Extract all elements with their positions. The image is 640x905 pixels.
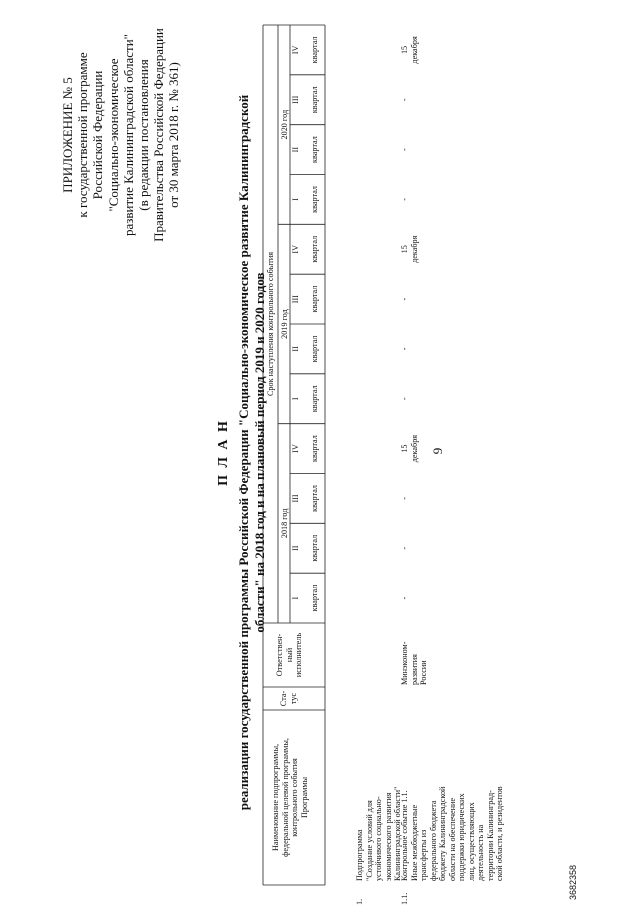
row-name-text: [355, 710, 403, 881]
header-name-col-line: Наименование подпрограммы,: [271, 743, 280, 852]
footer-code: 3682358: [568, 864, 578, 900]
row-deadline-value: [400, 374, 426, 424]
header-quarter-word-line: квартал: [310, 335, 319, 363]
header-quarter-word: [310, 474, 322, 524]
header-quarter-word-text: [310, 573, 320, 623]
header-name-col-line: Программы: [299, 776, 309, 819]
header-quarter-word: [310, 75, 322, 125]
header-quarter-word-line: квартал: [310, 385, 319, 413]
appendix-line: к государственной программе: [75, 52, 91, 218]
header-quarter-num-line: IV: [291, 444, 300, 453]
row-number-line: 1.1.: [400, 892, 409, 905]
appendix-line: (в редакции постановления: [136, 59, 152, 211]
row-deadline-value: [400, 75, 426, 125]
row-responsible-line: России: [419, 660, 428, 685]
row-deadline-value: [400, 573, 426, 623]
header-name-col-line: контрольного события: [290, 758, 299, 837]
header-quarter-num: [291, 175, 299, 225]
header-quarter-num-text: [291, 523, 301, 573]
header-quarter-num-line: II: [291, 545, 300, 551]
header-quarter-word: [310, 374, 322, 424]
row-deadline-value-line: -: [400, 148, 409, 151]
appendix-line: "Социально-экономическое: [105, 58, 121, 212]
header-responsible-col-text: [275, 623, 304, 687]
row-deadline-value-line: -: [400, 98, 409, 102]
row-deadline-value: [400, 25, 426, 75]
header-quarter-num-line: III: [291, 95, 300, 104]
header-quarter-word-text: [310, 324, 320, 374]
row-name-line: области на обеспечение: [447, 797, 457, 881]
header-quarter-num-text: [291, 175, 301, 225]
header-quarter-word-line: квартал: [310, 186, 319, 213]
header-quarter-num: [291, 424, 299, 474]
plan-title: П Л А Н: [216, 419, 231, 486]
header-quarter-word-line: квартал: [310, 285, 319, 313]
row-deadline-value-text: [400, 125, 410, 175]
header-quarter-word-line: квартал: [310, 485, 319, 512]
header-quarter-num-text: [291, 374, 301, 424]
row-deadline-value-line: -: [400, 497, 409, 500]
header-status-col: [279, 687, 309, 710]
row-responsible-line: Минэконом-: [400, 641, 409, 685]
row-deadline-value-text: [400, 274, 410, 324]
row-deadline-value-text: [400, 324, 410, 374]
header-year-line: 2020 год: [279, 109, 289, 140]
header-deadline-group: [266, 25, 278, 623]
header-quarter-word-text: [310, 374, 320, 424]
row-deadline-value-line: -: [400, 397, 409, 401]
row-deadline-value-text: [400, 474, 410, 524]
row-deadline-value-line: -: [400, 596, 409, 600]
row-deadline-value-text: [400, 374, 410, 424]
header-quarter-word: [310, 25, 322, 75]
row-deadline-value-text: [400, 175, 410, 225]
row-number-text: [355, 883, 365, 905]
header-quarter-num-line: II: [291, 146, 300, 153]
row-deadline-value: [400, 424, 426, 474]
header-name-col-line: федеральной целевой программы,: [280, 738, 290, 857]
header-quarter-word-line: квартал: [310, 584, 319, 612]
header-quarter-word-text: [310, 125, 320, 175]
row-deadline-value: [400, 175, 426, 225]
header-quarter-num-line: II: [291, 346, 300, 352]
row-deadline-value: [400, 523, 426, 573]
header-year-line: 2019 год: [279, 309, 289, 339]
header-quarter-num-text: [291, 424, 301, 474]
header-quarter-num-text: [291, 75, 301, 125]
row-name-line: поддержки юридических: [457, 793, 466, 881]
appendix-line: от 30 марта 2018 г. № 361): [166, 62, 182, 208]
subtitle-line: области" на 2018 год и на плановый период 2019 и 2020 годов: [252, 272, 267, 633]
header-deadline-group-text: [266, 25, 276, 623]
header-year: [280, 224, 291, 423]
header-quarter-word-text: [310, 274, 320, 324]
header-quarter-word: [310, 175, 322, 225]
row-name-line: бюджету Калининградской: [438, 786, 447, 881]
header-quarter-num: [291, 224, 299, 274]
header-quarter-word: [310, 324, 322, 374]
row-responsible-line: развития: [409, 654, 419, 685]
row-deadline-value: [400, 125, 426, 175]
row-deadline-value: [400, 474, 426, 524]
header-quarter-num: [291, 324, 299, 374]
header-quarter-word-line: квартал: [310, 136, 319, 163]
header-quarter-num-line: IV: [291, 244, 300, 254]
appendix-line: Российской Федерации: [90, 70, 106, 200]
row-deadline-value-text: [400, 424, 419, 474]
row-deadline-value-line: декабря: [409, 36, 419, 64]
row-deadline-value-text: [400, 523, 410, 573]
row-number-line: 1.: [355, 898, 364, 905]
header-quarter-word: [310, 573, 322, 623]
header-quarter-num-text: [291, 25, 301, 75]
row-name-line: "Создание условий для: [364, 800, 374, 881]
row-name-line: экономического развития: [383, 792, 393, 881]
header-quarter-num: [291, 474, 299, 524]
header-responsible-col: [275, 623, 315, 687]
header-year-text: [280, 224, 290, 423]
header-quarter-num-text: [291, 224, 301, 274]
header-quarter-word-line: квартал: [310, 435, 319, 462]
appendix-line: Правительства Российской Федерации: [151, 28, 167, 242]
header-quarter-num: [291, 573, 299, 623]
row-deadline-value-line: -: [400, 546, 409, 550]
header-year-text: [280, 25, 290, 224]
header-quarter-word-text: [310, 523, 320, 573]
header-responsible-col-line: Ответствен-: [275, 633, 284, 677]
row-deadline-value-line: -: [400, 297, 409, 301]
table-cells: [266, 25, 520, 905]
header-quarter-num-text: [291, 324, 301, 374]
header-quarter-num: [291, 523, 299, 573]
page-number: 9: [430, 447, 445, 455]
header-year: [280, 424, 291, 623]
row-deadline-value-line: декабря: [409, 235, 419, 263]
header-year: [280, 25, 291, 224]
header-quarter-word-text: [310, 474, 320, 524]
row-number-text: [400, 883, 410, 905]
row-name-line: ской области, и резидентов: [495, 786, 504, 881]
row-deadline-value-line: 15: [400, 245, 409, 254]
appendix-line: развитие Калининградской области": [120, 34, 136, 236]
header-quarter-word: [310, 424, 322, 474]
header-quarter-word: [310, 224, 322, 274]
header-name-col-text: [271, 710, 309, 885]
row-number: [400, 883, 412, 905]
header-quarter-word: [310, 274, 322, 324]
row-deadline-value-line: 15: [400, 444, 409, 453]
row-deadline-value: [400, 274, 426, 324]
header-quarter-word-line: квартал: [310, 36, 319, 64]
header-status-col-line: тус: [288, 692, 298, 705]
row-deadline-value-line: декабря: [409, 434, 419, 463]
header-quarter-word-line: квартал: [310, 86, 319, 114]
header-quarter-num-line: I: [291, 397, 300, 401]
header-quarter-num-text: [291, 573, 301, 623]
header-quarter-num: [291, 25, 299, 75]
row-responsible-text: [400, 623, 429, 685]
row-deadline-value: [400, 324, 426, 374]
row-number: [355, 883, 367, 905]
header-year-text: [280, 424, 290, 623]
row-name-line: федерального бюджета: [428, 800, 438, 881]
header-quarter-word: [310, 125, 322, 175]
header-quarter-word-text: [310, 75, 320, 125]
row-name-line: Контрольное событие 1.1.: [400, 790, 409, 881]
header-quarter-num-text: [291, 125, 301, 175]
header-responsible-col-line: исполнитель: [294, 632, 303, 678]
row-name-line: трансферты из: [419, 829, 428, 881]
header-status-col-line: Ста-: [279, 690, 288, 707]
header-quarter-word-text: [310, 424, 320, 474]
row-name-line: лиц, осуществляющих: [466, 802, 476, 881]
row-deadline-value-text: [400, 224, 419, 274]
row-deadline-value-text: [400, 75, 410, 125]
header-quarter-word-line: квартал: [310, 235, 319, 263]
header-quarter-word-text: [310, 25, 320, 75]
row-deadline-value-text: [400, 25, 419, 75]
header-quarter-word-text: [310, 175, 320, 225]
header-quarter-word-line: квартал: [310, 534, 319, 562]
row-name-line: устойчивого социально-: [374, 796, 383, 881]
appendix-line: ПРИЛОЖЕНИЕ № 5: [60, 77, 75, 193]
header-quarter-num: [291, 75, 299, 125]
row-responsible: [400, 623, 440, 685]
header-year-line: 2018 год: [279, 508, 289, 539]
header-quarter-num: [291, 125, 299, 175]
row-deadline-value-line: -: [400, 347, 409, 351]
header-name-col: [271, 710, 325, 885]
row-name-line: Калининградской области": [393, 786, 402, 881]
header-status-col-text: [279, 687, 298, 710]
header-responsible-col-line: ный: [284, 647, 294, 663]
row-name: [400, 710, 520, 881]
header-quarter-num-line: IV: [291, 45, 300, 55]
header-quarter-num-line: III: [291, 494, 300, 503]
header-quarter-num-text: [291, 274, 301, 324]
header-quarter-num: [291, 374, 299, 424]
row-name-line: Подпрограмма: [355, 829, 364, 881]
header-quarter-num-line: III: [291, 295, 300, 304]
header-quarter-num-line: I: [291, 198, 300, 201]
header-deadline-group-line: Срок наступления контрольного события: [266, 251, 275, 397]
header-quarter-word-text: [310, 224, 320, 274]
row-deadline-value-line: -: [400, 198, 409, 201]
row-deadline-value-text: [400, 573, 410, 623]
row-deadline-value-line: 15: [400, 45, 409, 55]
row-name-line: территории Калининград-: [485, 790, 495, 881]
row-deadline-value: [400, 224, 426, 274]
header-quarter-num-text: [291, 474, 301, 524]
header-quarter-word: [310, 523, 322, 573]
row-name-line: Иные межбюджетные: [409, 804, 419, 881]
header-quarter-num-line: I: [291, 596, 300, 600]
row-name-text: [400, 710, 505, 881]
subtitle-line: реализации государственной программы Российской Федерации "Социально-экономическое развитие Калининградской: [236, 94, 251, 811]
header-quarter-num: [291, 274, 299, 324]
row-name-line: деятельность на: [476, 824, 485, 881]
